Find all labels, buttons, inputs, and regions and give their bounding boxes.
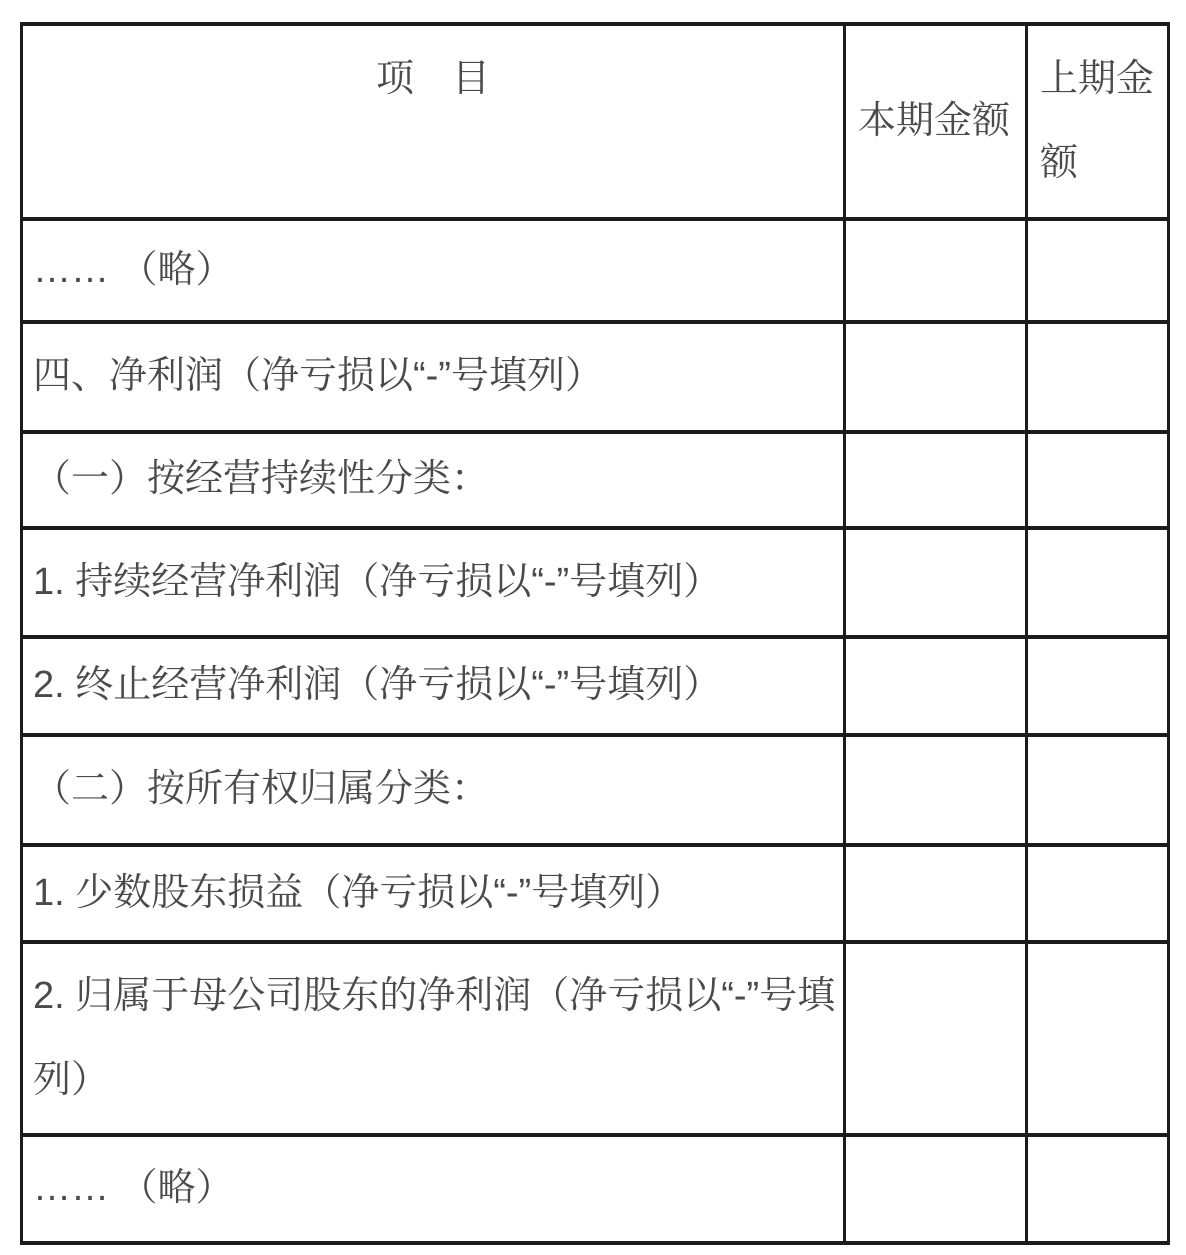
- current-amount-cell: [845, 942, 1027, 1135]
- table-row: [22, 528, 1169, 637]
- table-row: [22, 1135, 1169, 1243]
- table-row: [22, 637, 1169, 735]
- table-row: [22, 322, 1169, 432]
- current-amount-cell: [845, 845, 1027, 942]
- current-amount-cell: [845, 1135, 1027, 1243]
- column-header-item: 项 目: [22, 24, 845, 219]
- prior-amount-cell: [1027, 528, 1169, 637]
- prior-amount-cell: [1027, 432, 1169, 528]
- item-cell: …… （略）: [22, 219, 845, 322]
- item-cell: （二）按所有权归属分类：: [22, 735, 845, 845]
- item-cell: 2. 归属于母公司股东的净利润（净亏损以“-”号填列）: [22, 942, 845, 1135]
- prior-amount-cell: [1027, 1135, 1169, 1243]
- current-amount-cell: [845, 637, 1027, 735]
- item-cell: 2. 终止经营净利润（净亏损以“-”号填列）: [22, 637, 845, 735]
- table-row: [22, 845, 1169, 942]
- current-amount-cell: [845, 322, 1027, 432]
- prior-amount-cell: [1027, 322, 1169, 432]
- prior-amount-cell: [1027, 942, 1169, 1135]
- item-cell: …… （略）: [22, 1135, 845, 1243]
- current-amount-cell: [845, 219, 1027, 322]
- item-cell: （一）按经营持续性分类：: [22, 432, 845, 528]
- current-amount-cell: [845, 432, 1027, 528]
- item-cell: 四、净利润（净亏损以“-”号填列）: [22, 322, 845, 432]
- item-cell: 1. 少数股东损益（净亏损以“-”号填列）: [22, 845, 845, 942]
- table-header-row: [22, 24, 1169, 219]
- table-row: [22, 735, 1169, 845]
- table-row: [22, 942, 1169, 1135]
- column-header-prior-amount: 上期金额: [1027, 24, 1169, 219]
- prior-amount-cell: [1027, 219, 1169, 322]
- table-row: [22, 432, 1169, 528]
- current-amount-cell: [845, 735, 1027, 845]
- income-statement-table: [20, 22, 1170, 1245]
- prior-amount-cell: [1027, 637, 1169, 735]
- item-cell: 1. 持续经营净利润（净亏损以“-”号填列）: [22, 528, 845, 637]
- current-amount-cell: [845, 528, 1027, 637]
- prior-amount-cell: [1027, 845, 1169, 942]
- table-row: [22, 219, 1169, 322]
- column-header-current-amount: 本期金额: [845, 24, 1027, 219]
- prior-amount-cell: [1027, 735, 1169, 845]
